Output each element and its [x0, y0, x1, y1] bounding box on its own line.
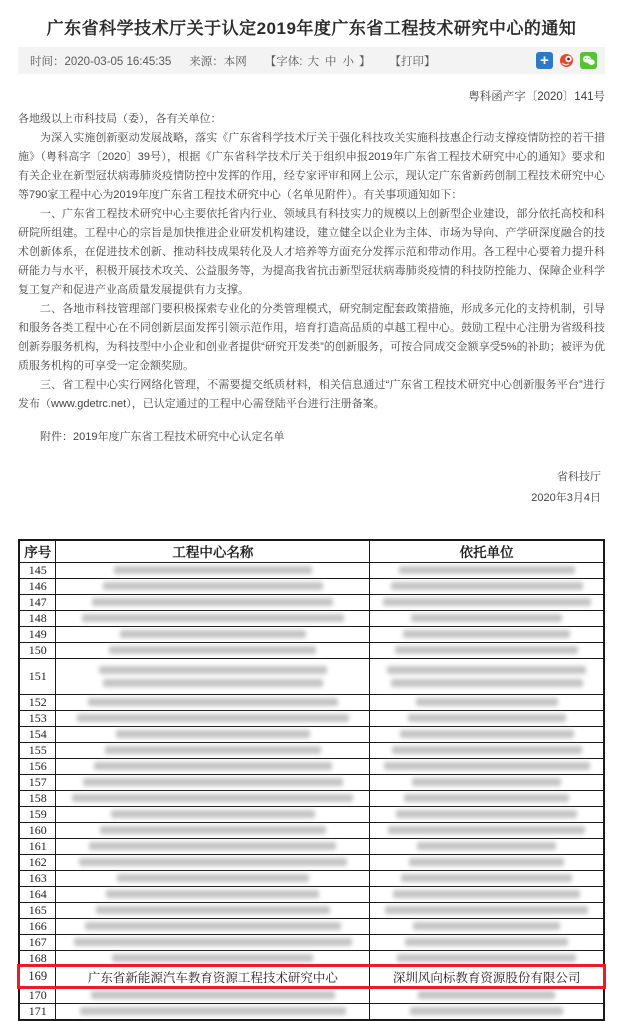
table-row	[19, 1003, 604, 1020]
row-unit	[370, 902, 604, 918]
font-size-label-close: 】	[359, 55, 371, 68]
table-header	[19, 540, 604, 562]
redacted-text-bar	[395, 646, 578, 654]
redacted-text-bar	[412, 778, 561, 786]
row-unit	[370, 658, 604, 694]
redacted-text-bar	[404, 794, 569, 802]
table-row	[19, 578, 604, 594]
share-plus-icon[interactable]: +	[536, 52, 553, 69]
header-no: 序号	[19, 540, 56, 562]
row-number: 145	[19, 562, 56, 578]
row-unit	[370, 694, 604, 710]
signer: 省科技厅	[557, 471, 601, 483]
row-center-name	[56, 1003, 370, 1020]
center-table-body	[19, 562, 604, 1020]
paragraph-intro: 为深入实施创新驱动发展战略，落实《广东省科学技术厅关于强化科技攻关实施科技惠企行动支撑疫情防控的若干措施》（粤科高字〔2020〕39号），根据《广东省科学技术厅关于组织申报2019年广东省工程技术研究中心的通知》要求和有关企业在新型冠状病毒肺炎疫情防控中发挥的作用，经专家评审和网上公示，现认定广东省新药创制工程技术研究中心等790家工程中心为2019年度广东省工程技术研究中心（名单见附件）。有关事项通知如下：	[18, 132, 605, 201]
row-unit	[370, 610, 604, 626]
table-row	[19, 658, 604, 694]
table-row	[19, 742, 604, 758]
table-row	[19, 806, 604, 822]
table-row	[19, 838, 604, 854]
row-unit: 深圳风向标教育资源股份有限公司	[370, 966, 604, 987]
row-number: 153	[19, 710, 56, 726]
redacted-text-bar	[408, 714, 566, 722]
redacted-text-bar	[384, 762, 590, 770]
redacted-text-bar	[103, 679, 322, 687]
row-center-name	[56, 838, 370, 854]
table-row	[19, 870, 604, 886]
table-row	[19, 902, 604, 918]
row-unit	[370, 626, 604, 642]
redacted-text-bar	[117, 874, 308, 882]
redacted-text-bar	[400, 730, 574, 738]
table-row	[19, 626, 604, 642]
redacted-text-bar	[399, 566, 575, 574]
row-unit	[370, 1003, 604, 1020]
row-number: 164	[19, 886, 56, 902]
table-row	[19, 642, 604, 658]
row-unit	[370, 886, 604, 902]
header-center-name: 工程中心名称	[56, 540, 370, 562]
row-center-name	[56, 902, 370, 918]
redacted-text-bar	[116, 730, 311, 738]
redacted-text-bar	[100, 826, 325, 834]
row-number: 150	[19, 642, 56, 658]
table-row	[19, 950, 604, 966]
table-row	[19, 934, 604, 950]
row-center-name	[56, 578, 370, 594]
font-size-small-button[interactable]: 小	[342, 55, 354, 68]
center-list-table	[18, 539, 605, 1021]
row-number: 161	[19, 838, 56, 854]
redacted-text-bar	[83, 778, 342, 786]
weibo-icon[interactable]	[558, 52, 575, 69]
row-unit	[370, 950, 604, 966]
redacted-text-bar	[418, 991, 555, 999]
row-number: 167	[19, 934, 56, 950]
row-unit	[370, 642, 604, 658]
redacted-text-bar	[92, 598, 333, 606]
redacted-text-bar	[77, 714, 349, 722]
redacted-text-bar	[79, 858, 348, 866]
redacted-text-bar	[114, 566, 312, 574]
row-center-name	[56, 694, 370, 710]
table-row	[19, 610, 604, 626]
row-center-name	[56, 886, 370, 902]
row-unit	[370, 594, 604, 610]
row-number: 165	[19, 902, 56, 918]
font-size-large-button[interactable]: 大	[307, 55, 319, 68]
row-number: 146	[19, 578, 56, 594]
row-number: 149	[19, 626, 56, 642]
row-number: 168	[19, 950, 56, 966]
redacted-text-bar	[393, 890, 581, 898]
redacted-text-bar	[91, 991, 335, 999]
redacted-text-bar	[409, 858, 565, 866]
row-unit	[370, 790, 604, 806]
table-row	[19, 710, 604, 726]
redacted-text-bar	[120, 630, 305, 638]
table-row	[19, 918, 604, 934]
row-center-name	[56, 854, 370, 870]
row-number: 158	[19, 790, 56, 806]
row-center-name	[56, 742, 370, 758]
redacted-text-bar	[103, 582, 322, 590]
row-center-name	[56, 658, 370, 694]
font-size-medium-button[interactable]: 中	[325, 55, 337, 68]
row-center-name	[56, 626, 370, 642]
redacted-text-bar	[80, 1007, 346, 1015]
row-number: 162	[19, 854, 56, 870]
row-center-name	[56, 822, 370, 838]
row-number: 148	[19, 610, 56, 626]
redacted-text-bar	[385, 906, 589, 914]
redacted-text-bar	[106, 890, 319, 898]
print-button[interactable]: 【打印】	[389, 55, 436, 68]
row-center-name	[56, 774, 370, 790]
row-number: 170	[19, 987, 56, 1003]
row-unit	[370, 742, 604, 758]
font-size-label: 【字体:	[264, 55, 303, 68]
row-number: 151	[19, 658, 56, 694]
row-center-name	[56, 934, 370, 950]
row-number: 154	[19, 726, 56, 742]
redacted-text-bar	[413, 922, 559, 930]
row-center-name: 广东省新能源汽车教育资源工程技术研究中心	[56, 966, 370, 987]
redacted-text-bar	[94, 762, 332, 770]
row-number: 152	[19, 694, 56, 710]
row-unit	[370, 822, 604, 838]
table-row	[19, 790, 604, 806]
row-number: 157	[19, 774, 56, 790]
redacted-text-bar	[410, 1007, 563, 1015]
row-unit	[370, 987, 604, 1003]
signoff	[18, 467, 605, 509]
redacted-text-bar	[89, 842, 336, 850]
table-row	[19, 726, 604, 742]
publish-time: 时间：2020-03-05 16:45:35	[30, 55, 172, 68]
redacted-text-bar	[401, 874, 573, 882]
row-center-name	[56, 610, 370, 626]
redacted-text-bar	[85, 922, 341, 930]
redacted-text-bar	[111, 810, 315, 818]
redacted-text-bar	[403, 630, 570, 638]
document-number: 粤科函产字〔2020〕141号	[468, 91, 605, 103]
table-row	[19, 854, 604, 870]
redacted-text-bar	[416, 698, 558, 706]
redacted-text-bar	[82, 614, 345, 622]
redacted-text-bar	[405, 938, 567, 946]
header-unit: 依托单位	[370, 540, 604, 562]
source-label: 来源：本网	[189, 55, 247, 68]
row-unit	[370, 710, 604, 726]
toolbar-meta	[30, 53, 437, 69]
document-body	[18, 110, 605, 509]
table-row	[19, 694, 604, 710]
row-number: 155	[19, 742, 56, 758]
redacted-text-bar	[72, 794, 353, 802]
row-center-name	[56, 790, 370, 806]
share-icons	[536, 52, 597, 69]
toolbar	[18, 47, 605, 74]
row-unit	[370, 934, 604, 950]
table-row-highlighted	[19, 966, 604, 987]
row-number: 156	[19, 758, 56, 774]
row-number: 160	[19, 822, 56, 838]
redacted-text-bar	[397, 954, 575, 962]
row-center-name	[56, 870, 370, 886]
row-number: 159	[19, 806, 56, 822]
paragraph-item-3: 三、省工程中心实行网络化管理，不需要提交纸质材料，相关信息通过“广东省工程技术研究中心创新服务平台”进行发布（www.gdetrc.net），已认定通过的工程中心需登陆平台进行注册备案。	[18, 379, 605, 410]
redacted-text-bar	[74, 938, 352, 946]
redacted-text-bar	[88, 698, 338, 706]
redacted-text-bar	[109, 646, 316, 654]
row-center-name	[56, 987, 370, 1003]
row-unit	[370, 774, 604, 790]
wechat-icon[interactable]	[580, 52, 597, 69]
row-unit	[370, 562, 604, 578]
row-unit	[370, 578, 604, 594]
row-number: 147	[19, 594, 56, 610]
paragraph-item-1: 一、广东省工程技术研究中心主要依托省内行业、领域具有科技实力的规模以上创新型企业建设，部分依托高校和科研院所组建。工程中心的宗旨是加快推进企业研发机构建设，建立健全以企业为主体、市场为导向、产学研深度融合的技术创新体系，在促进技术创新、推动科技成果转化及人才培养等方面充分发挥示范和带动作用。各工程中心要着力提升科研能力与水平，积极开展技术攻关、公益服务等，为提高我省抗击新型冠状病毒肺炎疫情的科技防控能力、保障企业科学复工复产和促进产业高质量发展提供有力支撑。	[18, 208, 605, 296]
row-center-name	[56, 806, 370, 822]
redacted-text-bar	[388, 826, 585, 834]
page-title: 广东省科学技术厅关于认定2019年度广东省工程技术研究中心的通知	[46, 19, 577, 38]
row-unit	[370, 758, 604, 774]
row-unit	[370, 918, 604, 934]
redacted-text-bar	[387, 666, 586, 674]
redacted-text-bar	[96, 906, 331, 914]
row-unit	[370, 806, 604, 822]
row-number: 171	[19, 1003, 56, 1020]
row-unit	[370, 854, 604, 870]
table-row	[19, 562, 604, 578]
row-unit	[370, 726, 604, 742]
row-number: 169	[19, 966, 56, 987]
redacted-text-bar	[391, 679, 583, 687]
row-center-name	[56, 726, 370, 742]
sign-date: 2020年3月4日	[531, 492, 601, 504]
row-center-name	[56, 918, 370, 934]
attachment-line: 附件：2019年度广东省工程技术研究中心认定名单	[40, 431, 285, 443]
table-row	[19, 774, 604, 790]
paragraph-item-2: 二、各地市科技管理部门要积极探索专业化的分类管理模式，研究制定配套政策措施，形成多元化的支持机制，引导和服务各类工程中心在不同创新层面发挥引领示范作用，培育打造高品质的卓越工程中心。鼓励工程中心注册为省级科技创新券服务机构，为科技型中小企业和创业者提供“研究开发类”的创新服务，可按合同成交金额享受5%的补助；被评为优质服务机构的可享受一定金额奖励。	[18, 303, 605, 372]
salutation: 各地级以上市科技局（委），各有关单位：	[18, 113, 222, 125]
redacted-text-bar	[112, 954, 313, 962]
attachment-table-wrap	[18, 539, 605, 1021]
redacted-text-bar	[417, 842, 557, 850]
redacted-text-bar	[105, 746, 321, 754]
notice-page	[0, 14, 623, 1018]
row-number: 166	[19, 918, 56, 934]
redacted-text-bar	[392, 746, 582, 754]
row-number: 163	[19, 870, 56, 886]
table-row	[19, 594, 604, 610]
row-center-name	[56, 758, 370, 774]
redacted-text-bar	[383, 598, 591, 606]
redacted-text-bar	[99, 666, 328, 674]
row-center-name	[56, 594, 370, 610]
redacted-text-bar	[391, 582, 583, 590]
redacted-text-bar	[411, 614, 562, 622]
row-center-name	[56, 710, 370, 726]
row-center-name	[56, 562, 370, 578]
row-unit	[370, 870, 604, 886]
table-row	[19, 822, 604, 838]
redacted-text-bar	[396, 810, 577, 818]
row-unit	[370, 838, 604, 854]
row-center-name	[56, 950, 370, 966]
row-center-name	[56, 642, 370, 658]
table-row	[19, 987, 604, 1003]
table-row	[19, 758, 604, 774]
table-row	[19, 886, 604, 902]
